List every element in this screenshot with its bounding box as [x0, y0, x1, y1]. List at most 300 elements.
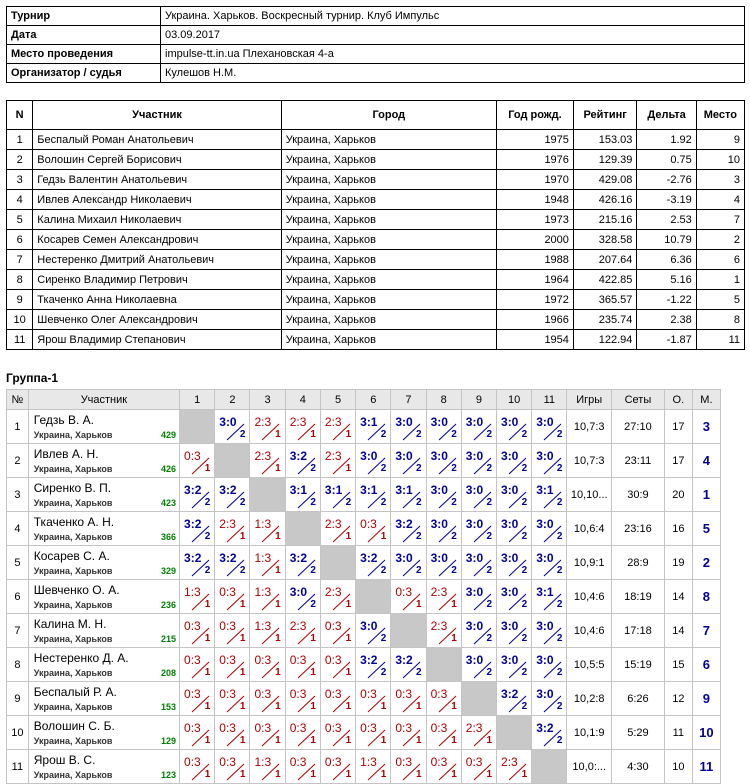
match-result-cell[interactable]: [461, 478, 496, 512]
match-score: 0:3: [219, 687, 236, 701]
participant-cell: Украина, Харьков: [281, 190, 496, 210]
match-score: 0:3: [254, 653, 272, 667]
match-points: 1: [239, 633, 246, 644]
match-result-cell[interactable]: [461, 444, 496, 478]
player-city: Украина, Харьков: [33, 634, 113, 644]
group-row: [7, 444, 721, 478]
participant-cell: 6.36: [637, 250, 696, 270]
participant-cell: 328.58: [573, 230, 636, 250]
match-result-cell[interactable]: [461, 410, 496, 444]
match-result-cell[interactable]: [356, 648, 391, 682]
match-score: 0:3: [289, 721, 307, 735]
match-score: 1:3: [254, 551, 272, 565]
participant-cell: Украина, Харьков: [281, 150, 496, 170]
participant-row: [7, 150, 745, 170]
match-points: 2: [451, 463, 457, 474]
match-score: 0:3: [184, 755, 201, 769]
match-result-cell[interactable]: [250, 580, 285, 614]
group-row: [7, 750, 721, 784]
match-score: 3:0: [536, 619, 554, 633]
match-points: 2: [521, 633, 528, 644]
match-result-cell[interactable]: [285, 648, 320, 682]
match-score: 3:0: [289, 585, 308, 599]
participant-cell: Сиренко Владимир Петрович: [33, 270, 281, 290]
match-score: 3:1: [324, 483, 343, 497]
match-points: 2: [556, 633, 563, 644]
match-result-cell[interactable]: [497, 478, 532, 512]
player-rating: 123: [161, 770, 177, 780]
participants-header: N: [7, 101, 33, 130]
match-score: 3:0: [536, 687, 554, 701]
match-points: 1: [204, 735, 211, 746]
match-score: 3:0: [395, 551, 413, 565]
match-result-cell[interactable]: [391, 410, 426, 444]
participants-header: Место: [696, 101, 744, 130]
match-points: 1: [345, 531, 352, 542]
group-points: 11: [664, 716, 692, 750]
match-result-cell[interactable]: [532, 410, 567, 444]
match-result-cell[interactable]: [250, 716, 285, 750]
group-place: 6: [692, 648, 720, 682]
participant-cell: 0.75: [637, 150, 696, 170]
participant-cell: 1973: [496, 210, 573, 230]
participant-cell: 1976: [496, 150, 573, 170]
match-score: 0:3: [324, 755, 342, 769]
match-result-cell[interactable]: [426, 682, 461, 716]
match-result-cell[interactable]: [356, 546, 391, 580]
match-result-cell[interactable]: [391, 546, 426, 580]
group-row-number: 4: [7, 512, 29, 546]
match-result-cell[interactable]: [285, 750, 320, 784]
group-points: 12: [664, 682, 692, 716]
match-result-cell[interactable]: [285, 546, 320, 580]
match-result-cell[interactable]: [320, 648, 355, 682]
group-place: 8: [692, 580, 720, 614]
match-points: 1: [275, 769, 281, 780]
match-score: 3:0: [219, 415, 237, 429]
participant-cell: 10.79: [637, 230, 696, 250]
match-result-cell[interactable]: [215, 512, 250, 546]
participant-cell: Украина, Харьков: [281, 290, 496, 310]
match-points: 1: [310, 667, 316, 678]
group-row-number: 1: [7, 410, 29, 444]
player-city: Украина, Харьков: [33, 566, 113, 576]
match-score: 3:0: [501, 415, 519, 429]
match-score: 3:1: [289, 483, 308, 497]
match-result-cell[interactable]: [320, 614, 355, 648]
match-result-cell[interactable]: [250, 444, 285, 478]
match-score: 3:2: [536, 721, 554, 735]
match-result-cell[interactable]: [461, 648, 496, 682]
info-row: [7, 45, 745, 64]
info-value: Украина. Харьков. Воскресный турнир. Клуб Импульс: [161, 7, 745, 26]
participant-cell: Косарев Семен Александрович: [33, 230, 281, 250]
self-cell: [391, 614, 426, 648]
match-result-cell[interactable]: [250, 648, 285, 682]
match-result-cell[interactable]: [356, 444, 391, 478]
match-points: 2: [556, 667, 563, 678]
participant-cell: Нестеренко Дмитрий Анатольевич: [33, 250, 281, 270]
match-result-cell[interactable]: [215, 648, 250, 682]
match-score: 3:0: [501, 449, 519, 463]
match-result-cell[interactable]: [426, 546, 461, 580]
match-result-cell[interactable]: [426, 580, 461, 614]
match-score: 0:3: [289, 755, 307, 769]
match-score: 3:1: [395, 483, 413, 497]
player-rating: 236: [161, 600, 177, 610]
match-score: 1:3: [254, 755, 272, 769]
group-row-number: 2: [7, 444, 29, 478]
participant-row: [7, 250, 745, 270]
match-score: 3:0: [501, 653, 519, 667]
match-result-cell[interactable]: [532, 648, 567, 682]
match-points: 1: [380, 701, 387, 712]
group-row-number: 10: [7, 716, 29, 750]
match-points: 1: [275, 735, 281, 746]
group-player: [28, 478, 179, 512]
match-points: 2: [486, 633, 493, 644]
match-score: 0:3: [219, 755, 236, 769]
match-score: 0:3: [184, 653, 201, 667]
match-score: 0:3: [254, 721, 272, 735]
match-points: 2: [239, 429, 246, 440]
match-points: 2: [486, 429, 493, 440]
participant-cell: Шевченко Олег Александрович: [33, 310, 281, 330]
match-result-cell[interactable]: [320, 478, 355, 512]
match-result-cell[interactable]: [180, 716, 215, 750]
match-result-cell[interactable]: [461, 716, 496, 750]
match-result-cell[interactable]: [356, 478, 391, 512]
match-score: 2:3: [465, 721, 483, 735]
player-city: Украина, Харьков: [33, 736, 113, 746]
match-result-cell[interactable]: [391, 648, 426, 682]
match-points: 1: [275, 633, 281, 644]
match-result-cell[interactable]: [426, 512, 461, 546]
match-points: 1: [310, 769, 316, 780]
participant-cell: Волошин Сергей Борисович: [33, 150, 281, 170]
match-score: 3:0: [536, 449, 554, 463]
player-name: Нестеренко Д. А.: [33, 651, 129, 665]
match-result-cell[interactable]: [320, 716, 355, 750]
match-score: 2:3: [219, 517, 236, 531]
group-row: [7, 410, 721, 444]
match-score: 2:3: [501, 755, 518, 769]
participants-header: Год рожд.: [496, 101, 573, 130]
info-value: Кулешов Н.М.: [161, 64, 745, 83]
match-points: 2: [556, 599, 563, 610]
match-result-cell[interactable]: [391, 716, 426, 750]
match-result-cell[interactable]: [285, 478, 320, 512]
match-result-cell[interactable]: [497, 444, 532, 478]
match-score: 2:3: [430, 619, 448, 633]
match-score: 0:3: [184, 721, 201, 735]
participant-cell: 1948: [496, 190, 573, 210]
match-points: 2: [310, 463, 316, 474]
match-result-cell[interactable]: [180, 648, 215, 682]
match-result-cell[interactable]: [180, 512, 215, 546]
match-result-cell[interactable]: [285, 580, 320, 614]
match-result-cell[interactable]: [250, 410, 285, 444]
match-result-cell[interactable]: [250, 546, 285, 580]
match-result-cell[interactable]: [391, 750, 426, 784]
group-points: 14: [664, 580, 692, 614]
participant-row: [7, 170, 745, 190]
group-points: 19: [664, 546, 692, 580]
player-rating: 329: [161, 566, 177, 576]
match-score: 3:2: [360, 653, 378, 667]
match-result-cell[interactable]: [320, 580, 355, 614]
match-result-cell[interactable]: [356, 716, 391, 750]
match-result-cell[interactable]: [285, 410, 320, 444]
match-points: 2: [451, 531, 457, 542]
participant-cell: Украина, Харьков: [281, 250, 496, 270]
match-result-cell[interactable]: [426, 444, 461, 478]
match-result-cell[interactable]: [250, 614, 285, 648]
match-score: 0:3: [395, 585, 413, 599]
match-score: 0:3: [219, 585, 236, 599]
participant-cell: Украина, Харьков: [281, 330, 496, 350]
match-points: 1: [275, 599, 281, 610]
group-player: [28, 580, 179, 614]
match-score: 3:0: [430, 517, 448, 531]
group-row: [7, 682, 721, 716]
participant-cell: 1966: [496, 310, 573, 330]
match-score: 3:0: [536, 415, 554, 429]
match-result-cell[interactable]: [426, 716, 461, 750]
match-result-cell[interactable]: [497, 410, 532, 444]
info-row: [7, 26, 745, 45]
match-result-cell[interactable]: [461, 546, 496, 580]
participant-cell: 9: [7, 290, 33, 310]
match-result-cell[interactable]: [391, 512, 426, 546]
match-result-cell[interactable]: [215, 682, 250, 716]
match-result-cell[interactable]: [215, 580, 250, 614]
match-result-cell[interactable]: [532, 682, 567, 716]
tournament-info-table: [6, 6, 745, 83]
match-score: 3:0: [395, 415, 413, 429]
group-header: Сеты: [612, 390, 665, 410]
match-result-cell[interactable]: [532, 478, 567, 512]
match-score: 3:0: [465, 517, 484, 531]
match-result-cell[interactable]: [426, 478, 461, 512]
match-result-cell[interactable]: [285, 444, 320, 478]
participant-cell: 2000: [496, 230, 573, 250]
match-points: 1: [451, 701, 457, 712]
match-score: 3:2: [184, 551, 202, 565]
participant-cell: Беспалый Роман Анатольевич: [33, 130, 281, 150]
match-result-cell[interactable]: [215, 750, 250, 784]
match-result-cell[interactable]: [532, 512, 567, 546]
match-result-cell[interactable]: [497, 648, 532, 682]
match-result-cell[interactable]: [532, 444, 567, 478]
match-result-cell[interactable]: [180, 750, 215, 784]
match-result-cell[interactable]: [180, 580, 215, 614]
match-points: 1: [204, 599, 211, 610]
match-score: 3:1: [360, 483, 378, 497]
group-sets: 18:19: [612, 580, 665, 614]
match-result-cell[interactable]: [356, 512, 391, 546]
match-result-cell[interactable]: [356, 750, 391, 784]
match-result-cell[interactable]: [285, 682, 320, 716]
group-header: 9: [461, 390, 496, 410]
group-player: [28, 648, 179, 682]
match-result-cell[interactable]: [180, 614, 215, 648]
group-games: 10,7:3: [567, 444, 612, 478]
group-points: 17: [664, 410, 692, 444]
match-result-cell[interactable]: [180, 546, 215, 580]
match-score: 0:3: [324, 653, 342, 667]
participant-cell: 1970: [496, 170, 573, 190]
match-points: 2: [556, 463, 563, 474]
match-result-cell[interactable]: [532, 580, 567, 614]
match-result-cell[interactable]: [320, 410, 355, 444]
group-sets: 17:18: [612, 614, 665, 648]
match-result-cell[interactable]: [285, 614, 320, 648]
match-result-cell[interactable]: [215, 410, 250, 444]
participant-row: [7, 210, 745, 230]
group-player: [28, 682, 179, 716]
match-result-cell[interactable]: [180, 682, 215, 716]
info-row: [7, 7, 745, 26]
match-score: 3:0: [501, 517, 519, 531]
match-result-cell[interactable]: [497, 546, 532, 580]
match-score: 0:3: [430, 687, 448, 701]
match-result-cell[interactable]: [356, 682, 391, 716]
match-points: 1: [345, 429, 352, 440]
match-result-cell[interactable]: [215, 546, 250, 580]
group-row-number: 8: [7, 648, 29, 682]
match-result-cell[interactable]: [461, 750, 496, 784]
match-score: 0:3: [184, 619, 201, 633]
match-result-cell[interactable]: [461, 512, 496, 546]
match-score: 3:0: [501, 551, 519, 565]
match-points: 1: [451, 633, 457, 644]
match-result-cell[interactable]: [497, 614, 532, 648]
match-result-cell[interactable]: [320, 444, 355, 478]
group-place: 2: [692, 546, 720, 580]
match-result-cell[interactable]: [391, 682, 426, 716]
match-result-cell[interactable]: [391, 580, 426, 614]
match-points: 2: [239, 497, 246, 508]
group-sets: 30:9: [612, 478, 665, 512]
participant-cell: Украина, Харьков: [281, 270, 496, 290]
match-score: 3:0: [465, 551, 484, 565]
match-points: 1: [239, 701, 246, 712]
match-result-cell[interactable]: [215, 716, 250, 750]
match-result-cell[interactable]: [497, 580, 532, 614]
match-score: 3:0: [501, 585, 519, 599]
match-score: 0:3: [324, 619, 342, 633]
match-points: 1: [275, 701, 281, 712]
match-score: 0:3: [360, 517, 377, 531]
participant-cell: -2.76: [637, 170, 696, 190]
participant-cell: 4: [696, 190, 744, 210]
participant-cell: 1: [7, 130, 33, 150]
participant-cell: 1988: [496, 250, 573, 270]
participant-cell: 1954: [496, 330, 573, 350]
match-points: 2: [521, 497, 528, 508]
match-score: 0:3: [219, 721, 236, 735]
player-city: Украина, Харьков: [33, 498, 113, 508]
match-result-cell[interactable]: [180, 478, 215, 512]
match-result-cell[interactable]: [497, 750, 532, 784]
match-result-cell[interactable]: [250, 682, 285, 716]
match-points: 2: [486, 599, 493, 610]
participant-row: [7, 130, 745, 150]
match-result-cell[interactable]: [461, 614, 496, 648]
group-games: 10,5:5: [567, 648, 612, 682]
match-result-cell[interactable]: [497, 682, 532, 716]
match-result-cell[interactable]: [180, 444, 215, 478]
participant-cell: 215.16: [573, 210, 636, 230]
match-result-cell[interactable]: [250, 512, 285, 546]
match-result-cell[interactable]: [426, 750, 461, 784]
match-result-cell[interactable]: [215, 614, 250, 648]
match-result-cell[interactable]: [391, 478, 426, 512]
match-points: 1: [380, 531, 387, 542]
participant-cell: Украина, Харьков: [281, 210, 496, 230]
match-result-cell[interactable]: [391, 444, 426, 478]
match-score: 0:3: [219, 619, 236, 633]
group-place: 3: [692, 410, 720, 444]
match-result-cell[interactable]: [497, 512, 532, 546]
group-header: 10: [497, 390, 532, 410]
match-points: 2: [345, 497, 352, 508]
self-cell: [180, 410, 215, 444]
match-score: 1:3: [360, 755, 377, 769]
match-score: 3:0: [465, 415, 484, 429]
participant-cell: 5.16: [637, 270, 696, 290]
match-result-cell[interactable]: [320, 512, 355, 546]
match-result-cell[interactable]: [532, 716, 567, 750]
match-points: 1: [204, 701, 211, 712]
match-result-cell[interactable]: [215, 478, 250, 512]
participant-cell: 4: [7, 190, 33, 210]
group-place: 1: [692, 478, 720, 512]
match-points: 2: [204, 531, 211, 542]
match-result-cell[interactable]: [532, 614, 567, 648]
group-games: 10,2:8: [567, 682, 612, 716]
match-result-cell[interactable]: [356, 614, 391, 648]
info-label: Организатор / судья: [7, 64, 161, 83]
match-points: 1: [345, 463, 352, 474]
match-result-cell[interactable]: [426, 410, 461, 444]
group-points: 10: [664, 750, 692, 784]
match-points: 2: [451, 429, 457, 440]
match-result-cell[interactable]: [320, 750, 355, 784]
group-header: 2: [215, 390, 250, 410]
match-score: 0:3: [324, 687, 342, 701]
participant-cell: 10: [696, 150, 744, 170]
match-result-cell[interactable]: [320, 682, 355, 716]
group-row-number: 6: [7, 580, 29, 614]
match-points: 2: [380, 633, 387, 644]
match-result-cell[interactable]: [461, 580, 496, 614]
player-name: Калина М. Н.: [33, 617, 107, 631]
participant-cell: 426.16: [573, 190, 636, 210]
participant-cell: 235.74: [573, 310, 636, 330]
match-score: 2:3: [324, 585, 342, 599]
match-points: 2: [310, 565, 316, 576]
match-points: 1: [310, 701, 316, 712]
match-result-cell[interactable]: [532, 546, 567, 580]
match-result-cell[interactable]: [250, 750, 285, 784]
match-score: 3:0: [465, 619, 484, 633]
match-result-cell[interactable]: [426, 614, 461, 648]
participant-cell: -1.22: [637, 290, 696, 310]
match-result-cell[interactable]: [285, 716, 320, 750]
match-result-cell[interactable]: [356, 410, 391, 444]
